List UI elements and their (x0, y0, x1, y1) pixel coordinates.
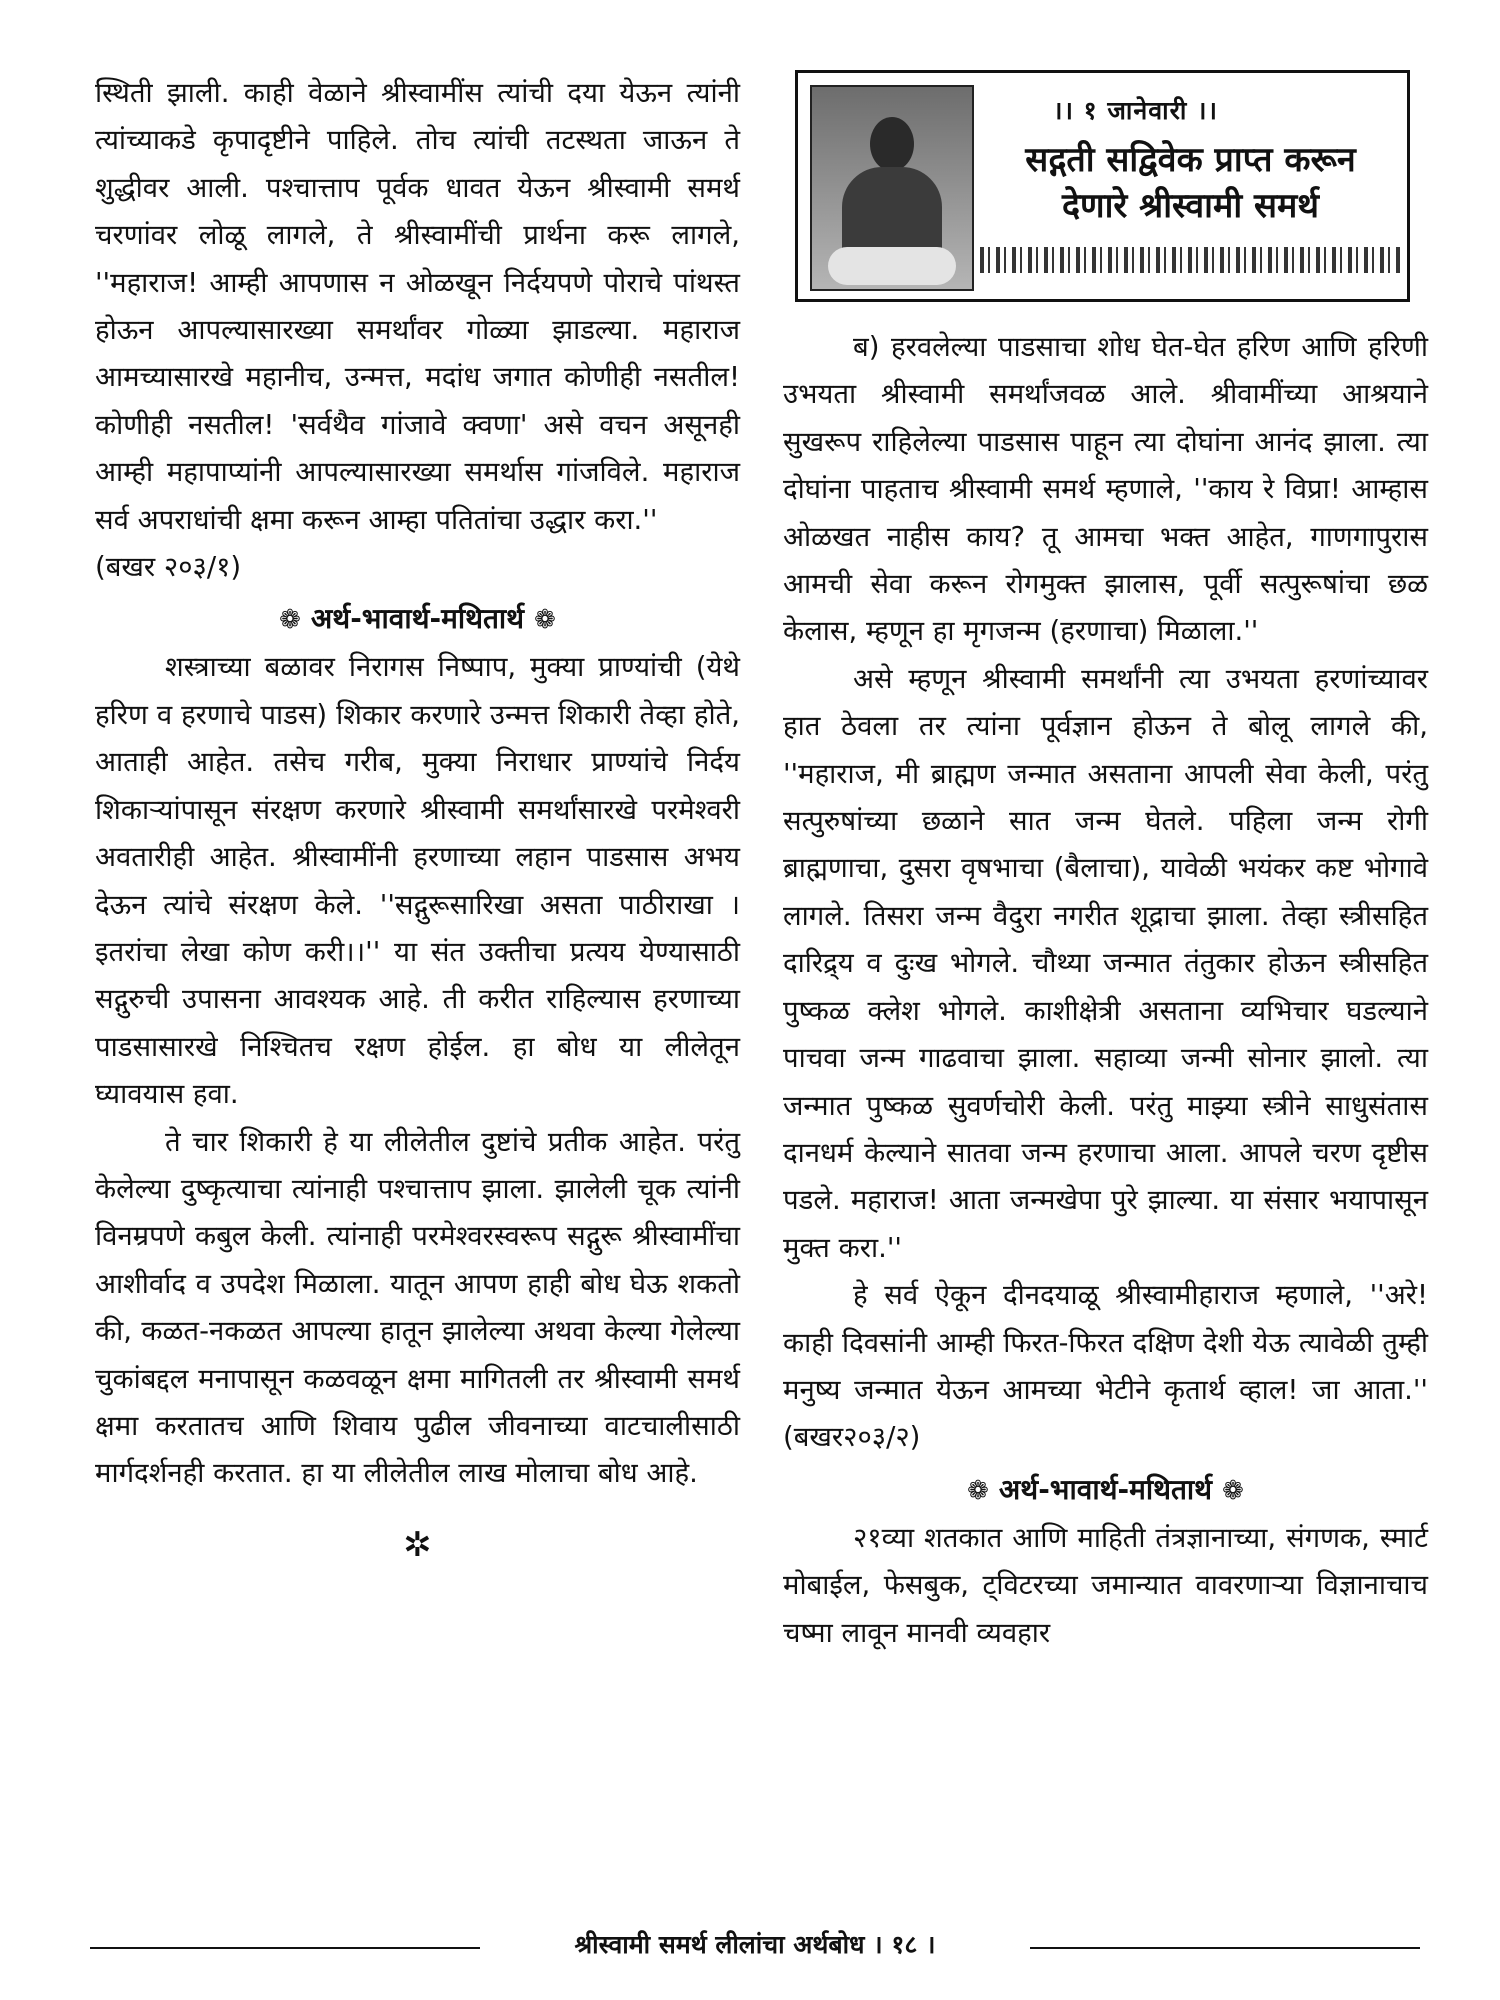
asterisk-flower-icon: ✲ (403, 1524, 432, 1565)
right-paragraph-4: २१व्या शतकात आणि माहिती तंत्रज्ञानाच्या, संगणक, स्मार्ट मोबाईल, फेसबुक, ट्विटरच्या जमान्यात वावरणाऱ्या विज्ञानाचाच चष्मा लावून मानवी व्यवहार (783, 1521, 1428, 1649)
right-paragraph-3: हे सर्व ऐकून दीनदयाळू श्रीस्वामीहाराज म्हणाले, ''अरे! काही दिवसांनी आम्ही फिरत-फिरत दक्षिण देशी येऊ त्यावेळी तुम्ही मनुष्य जन्मात येऊन आमच्या भेटीने कृतार्थ व्हाल! जा आता.'' (बखर२०३/२) (783, 1279, 1428, 1454)
left-paragraph-3: ते चार शिकारी हे या लीलेतील दुष्टांचे प्रतीक आहेत. परंतु केलेल्या दुष्कृत्याचा त्यांनाही पश्चात्ताप झाला. झालेली चूक त्यांनी विनम्रपणे कबुल केली. त्यांनाही परमेश्वरस्वरूप सद्गुरू श्रीस्वामींचा आशीर्वाद व उपदेश मिळाला. यातून आपण हाही बोध घेऊ शकतो की, कळत-नकळत आपल्या हातून झालेल्या अथवा केल्या गेलेल्या चुकांबद्दल मनापासून कळवळून क्षमा मागितली तर श्रीस्वामी समर्थ क्षमा करतातच आणि शिवाय पुढील जीवनाच्या वाटचालीसाठी मार्गदर्शनही करतात. हा या लीलेतील लाख मोलाचा बोध आहे. (95, 1125, 740, 1490)
right-paragraph-2: असे म्हणून श्रीस्वामी समर्थांनी त्या उभयता हरणांच्यावर हात ठेवला तर त्यांना पूर्वज्ञान होऊन ते बोलू लागले की, ''महाराज, मी ब्राह्मण जन्मात असताना आपली सेवा केली, परंतु सत्पुरुषांच्या छळाने सात जन्म घेतले. पहिला जन्म रोगी ब्राह्मणाचा, दुसरा वृषभाचा (बैलाचा), यावेळी भयंकर कष्ट भोगावे लागले. तिसरा जन्म वैदुरा नगरीत शूद्राचा झाला. तेव्हा स्त्रीसहित दारिद्र्य व दुःख भोगले. चौथ्या जन्मात तंतुकार होऊन स्त्रीसहित पुष्कळ क्लेश भोगले. काशीक्षेत्री असताना व्यभिचार घडल्याने पाचवा जन्म गाढवाचा झाला. सहाव्या जन्मी सोनार झालो. त्या जन्मात पुष्कळ सुवर्णचोरी केली. परंतु माझ्या स्त्रीने साधुसंतास दानधर्म केल्याने सातवा जन्म हरणाचा आला. आपले चरण दृष्टीस पडले. महाराज! आता जन्मखेपा पुरे झाल्या. या संसार भयापासून मुक्त करा.'' (783, 662, 1428, 1264)
bakhar-reference-1: (बखर २०३/१) (95, 551, 242, 584)
flower-ornament-icon: ❁ (534, 605, 556, 636)
chapter-header-box (795, 70, 1410, 302)
flower-ornament-icon: ❁ (967, 1475, 989, 1506)
right-paragraph-1: ब) हरवलेल्या पाडसाचा शोध घेत-घेत हरिण आणि हरिणी उभयता श्रीस्वामी समर्थांजवळ आले. श्रीवामींच्या आश्रयाने सुखरूप राहिलेल्या पाडसास पाहून त्या दोघांना आनंद झाला. त्या दोघांना पाहताच श्रीस्वामी समर्थ म्हणाले, ''काय रे विप्रा! आम्हास ओळखत नाहीस काय? तू आमचा भक्त आहेत, गाणगापुरास आमची सेवा करून रोगमुक्त झालास, पूर्वी सत्पुरूषांचा छळ केलास, म्हणून हा मृगजन्म (हरणाचा) मिळाला.'' (783, 331, 1428, 648)
page-footer (90, 1925, 1420, 1965)
chapter-title-line-2: देणारे श्रीस्वामी समर्थ (1061, 186, 1319, 226)
left-column (95, 70, 740, 1569)
footer-rule-left (90, 1947, 480, 1949)
section-heading-text: अर्थ-भावार्थ-मथितार्थ (998, 1472, 1213, 1506)
swami-portrait-image (810, 85, 974, 291)
portrait-lap (828, 247, 956, 285)
left-paragraph-2: शस्त्राच्या बळावर निरागस निष्पाप, मुक्या प्राण्यांची (येथे हरिण व हरणाचे पाडस) शिकार करणारे उन्मत्त शिकारी तेव्हा होते, आताही आहेत. तसेच गरीब, मुक्या निराधार प्राण्यांचे निर्दय शिकाऱ्यांपासून संरक्षण करणारे श्रीस्वामी समर्थांसारखे परमेश्वरी अवतारीही आहेत. श्रीस्वामींनी हरणाच्या लहान पाडसास अभय देऊन त्यांचे संरक्षण केले. ''सद्गुरूसारिखा असता पाठीराखा । इतरांचा लेखा कोण करी।।'' या संत उक्तीचा प्रत्यय येण्यासाठी सद्गुरुची उपासना आवश्यक आहे. ती करीत राहिल्यास हरणाच्या पाडसासारखे निश्चितच रक्षण होईल. हा बोध या लीलेतून घ्यावयास हवा. (95, 651, 740, 1111)
right-column (783, 70, 1428, 1657)
portrait-body (842, 167, 942, 259)
section-heading-right (783, 1466, 1428, 1515)
section-heading-left (95, 595, 740, 644)
footer-page-label: श्रीस्वामी समर्थ लीलांचा अर्थबोध । १८ । (574, 1930, 936, 1959)
decorative-border-pattern (980, 247, 1401, 273)
left-paragraph-1: स्थिती झाली. काही वेळाने श्रीस्वामींस त्यांची दया येऊन त्यांनी त्यांच्याकडे कृपादृष्टीने पाहिले. तोच त्यांची तटस्थता जाऊन ते शुद्धीवर आली. पश्चात्ताप पूर्वक धावत येऊन श्रीस्वामी समर्थ चरणांवर लोळू लागले, ते श्रीस्वामींची प्रार्थना करू लागले, ''महाराज! आम्ही आपणास न ओळखून निर्दयपणे पोराचे पांथस्त होऊन आपल्यासारख्या समर्थांवर गोळ्या झाडल्या. महाराज आमच्यासारखे महानीच, उन्मत्त, मदांध जगात कोणीही नसतील! कोणीही नसतील! 'सर्वथैव गांजावे क्वणा' असे वचन असूनही आम्ही महापाप्यांनी आपल्यासारख्या समर्थास गांजविले. महाराज सर्व अपराधांची क्षमा करून आम्हा पतितांचा उद्धार करा.'' (95, 77, 740, 536)
flower-ornament-icon: ❁ (1222, 1475, 1244, 1506)
section-heading-text: अर्थ-भावार्थ-मथितार्थ (310, 602, 525, 636)
chapter-date: ।। १ जानेवारी ।। (1053, 96, 1218, 125)
portrait-head (870, 117, 914, 171)
footer-rule-right (1030, 1947, 1420, 1949)
chapter-title-line-1: सद्गती सद्विवेक प्राप्त करून (1025, 140, 1356, 180)
flower-ornament-icon: ❁ (279, 605, 301, 636)
